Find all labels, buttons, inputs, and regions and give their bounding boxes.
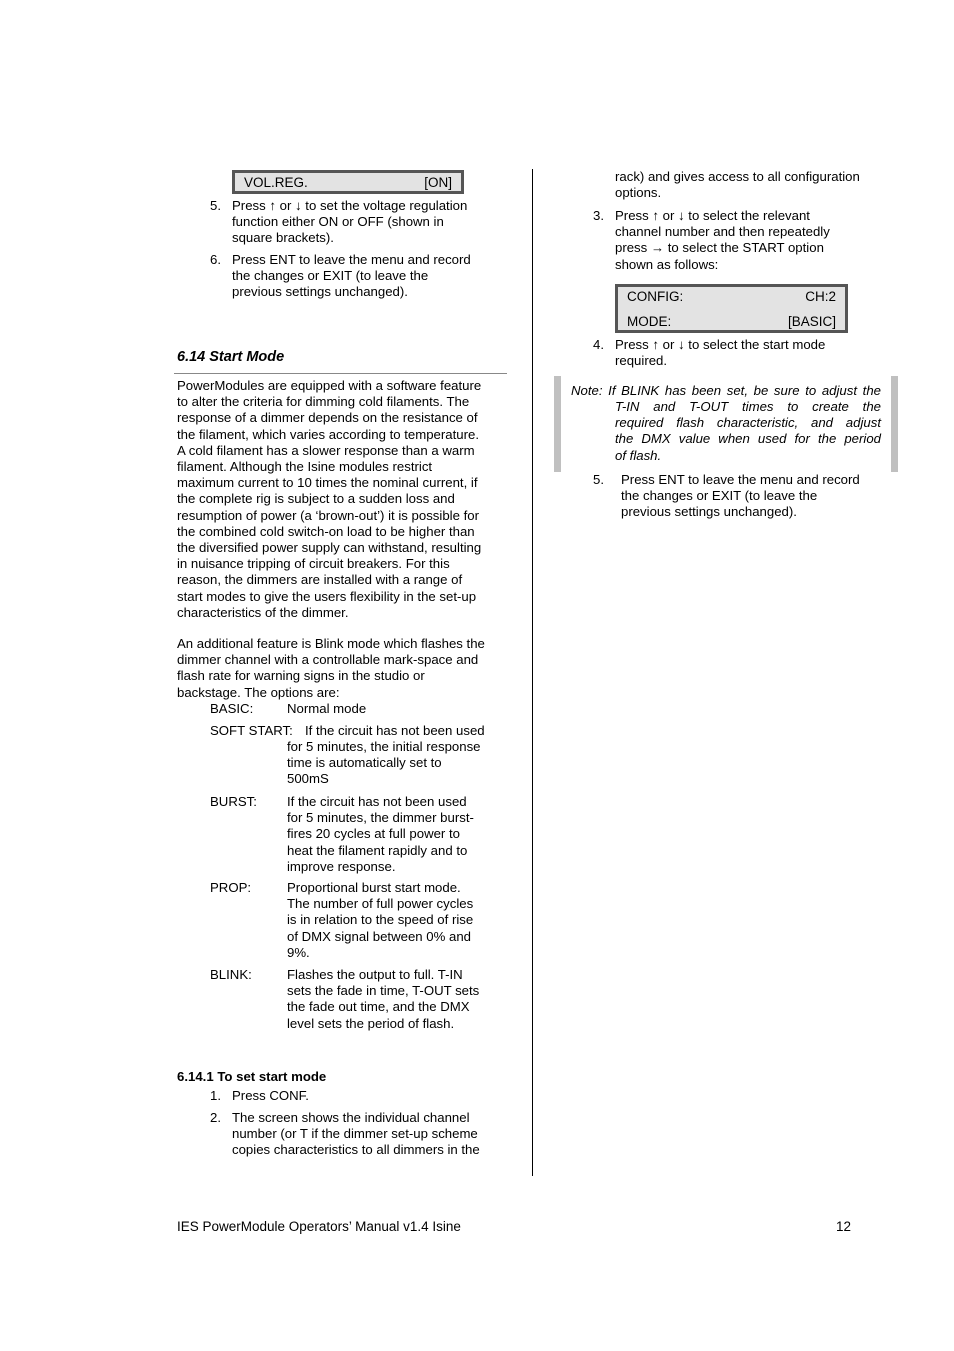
option-line: fires 20 cycles at full power to xyxy=(287,826,460,842)
para-line: An additional feature is Blink mode which flashes the xyxy=(177,636,485,651)
option-line: for 5 minutes, the initial response xyxy=(287,739,481,754)
option-key: PROP: xyxy=(210,880,252,895)
option-key: BURST: xyxy=(210,794,257,809)
step-number: 2. xyxy=(210,1110,221,1125)
step-line: rack) and gives access to all configuration xyxy=(615,169,860,184)
note-line: of flash. xyxy=(615,447,662,463)
para-line: in nuisance tripping of circuit breakers. For this xyxy=(177,556,450,572)
step-line: square brackets). xyxy=(232,230,334,246)
lcd-label: MODE: xyxy=(627,314,672,329)
step-line: previous settings unchanged). xyxy=(621,504,797,520)
step-number: 5. xyxy=(593,472,604,487)
para-line: PowerModules are equipped with a software feature xyxy=(177,378,482,393)
note-line: the DMX value when used for the period xyxy=(615,431,881,447)
option-line: of DMX signal between 0% and xyxy=(287,928,472,944)
footer-title: IES PowerModule Operators’ Manual v1.4 Isine xyxy=(177,1219,461,1234)
note-first-line: Note: If BLINK has been set, be sure to adjust the xyxy=(571,383,881,398)
step-line: number (or T if the dimmer set-up scheme xyxy=(232,1126,478,1142)
lcd-display-volreg xyxy=(232,170,464,194)
intro-paragraph xyxy=(177,378,507,621)
step-line: press → to select the START option xyxy=(615,240,824,256)
option-line: for 5 minutes, the dimmer burst- xyxy=(287,810,474,826)
step-line: the changes or EXIT (to leave the xyxy=(232,268,429,284)
column-divider xyxy=(532,169,533,1176)
para-line: flash rate for warning signs in the studio or xyxy=(177,668,425,684)
option-line: heat the filament rapidly and to xyxy=(287,842,468,858)
lcd-value: CH:2 xyxy=(805,289,836,304)
note-line: T-IN and T-OUT times to create the xyxy=(615,399,881,414)
para-line: the diversified power supply can withstand, resulting xyxy=(177,540,482,556)
option-line: 500mS xyxy=(287,771,329,787)
option-line: the fade out time, and the DMX xyxy=(287,999,470,1015)
para-line: A cold filament has a slower response than a warm xyxy=(177,442,475,458)
step-line: The screen shows the individual channel xyxy=(232,1110,470,1125)
lcd-label: VOL.REG. xyxy=(244,175,308,190)
lcd-label: CONFIG: xyxy=(627,289,684,304)
step-line: Press ENT to leave the menu and record xyxy=(621,472,860,487)
option-line: Flashes the output to full. T-IN xyxy=(287,967,463,982)
step-line: Press CONF. xyxy=(232,1088,309,1103)
step-2-continuation xyxy=(615,169,860,201)
note-left-bar xyxy=(554,376,561,472)
step-number: 1. xyxy=(210,1088,221,1103)
section-rule xyxy=(174,373,507,374)
para-line: backstage. The options are: xyxy=(177,684,340,700)
step-number: 5. xyxy=(210,198,221,213)
note-right-bar xyxy=(891,376,898,472)
para-line: start modes to give the users flexibility in the set-up xyxy=(177,588,477,604)
step-number: 4. xyxy=(593,337,604,352)
option-line: time is automatically set to xyxy=(287,755,442,771)
para-line: maximum current to 10 times the nominal current, if xyxy=(177,475,478,491)
option-key: SOFT START: xyxy=(210,723,293,738)
page-number: 12 xyxy=(836,1219,852,1234)
option-line: improve response. xyxy=(287,858,396,874)
lcd-value: [ON] xyxy=(424,175,452,190)
option-line: sets the fade in time, T-OUT sets xyxy=(287,983,480,999)
para-line: the combined cold switch-on load to be higher than xyxy=(177,523,475,539)
step-line: channel number and then repeatedly xyxy=(615,224,830,240)
step-number: 3. xyxy=(593,208,604,223)
subsection-heading: 6.14.1 To set start mode xyxy=(177,1069,327,1084)
step-line: previous settings unchanged). xyxy=(232,284,408,300)
para-line: the filament, which varies according to temperature. xyxy=(177,426,479,442)
para-line: response of a dimmer depends on the resistance of xyxy=(177,410,478,426)
step-line: Press ↑ or ↓ to set the voltage regulation xyxy=(232,198,468,213)
option-line: If the circuit has not been used xyxy=(305,723,485,738)
lcd-display-config xyxy=(615,284,848,333)
option-line: The number of full power cycles xyxy=(287,896,474,912)
option-line: is in relation to the speed of rise xyxy=(287,912,474,928)
step-line: required. xyxy=(615,353,668,369)
para-line: the complete rig is subject to a sudden loss and xyxy=(177,491,455,507)
blink-paragraph xyxy=(177,636,507,701)
step-line: function either ON or OFF (shown in xyxy=(232,214,444,230)
lcd-value: [BASIC] xyxy=(787,314,836,329)
step-line: Press ENT to leave the menu and record xyxy=(232,252,471,267)
para-line: reason, the dimmers are installed with a range of xyxy=(177,572,463,588)
step-line: shown as follows: xyxy=(615,256,719,272)
step-line: the changes or EXIT (to leave the xyxy=(621,488,818,504)
para-line: resumption of power (a ‘brown-out’) it is possible for xyxy=(177,507,479,523)
option-line: If the circuit has not been used xyxy=(287,794,467,809)
option-line: Normal mode xyxy=(287,701,367,716)
para-line: filament. Although the Isine modules restrict xyxy=(177,459,433,475)
step-line: Press ↑ or ↓ to select the relevant xyxy=(615,208,810,223)
option-line: level sets the period of flash. xyxy=(287,1015,455,1031)
para-line: dimmer channel with a controllable mark-space and xyxy=(177,652,479,668)
note-line: required flash characteristic, and adjust xyxy=(615,415,881,431)
para-line: to alter the criteria for dimming cold filaments. The xyxy=(177,394,470,410)
option-key: BASIC: xyxy=(210,701,254,716)
para-line: characteristics of the dimmer. xyxy=(177,604,349,620)
option-line: 9%. xyxy=(287,944,310,960)
option-line: Proportional burst start mode. xyxy=(287,880,461,895)
step-line: options. xyxy=(615,185,662,201)
option-key: BLINK: xyxy=(210,967,252,982)
step-line: copies characteristics to all dimmers in the xyxy=(232,1142,480,1158)
step-number: 6. xyxy=(210,252,221,267)
step-line: Press ↑ or ↓ to select the start mode xyxy=(615,337,826,352)
section-heading: 6.14 Start Mode xyxy=(177,349,285,365)
